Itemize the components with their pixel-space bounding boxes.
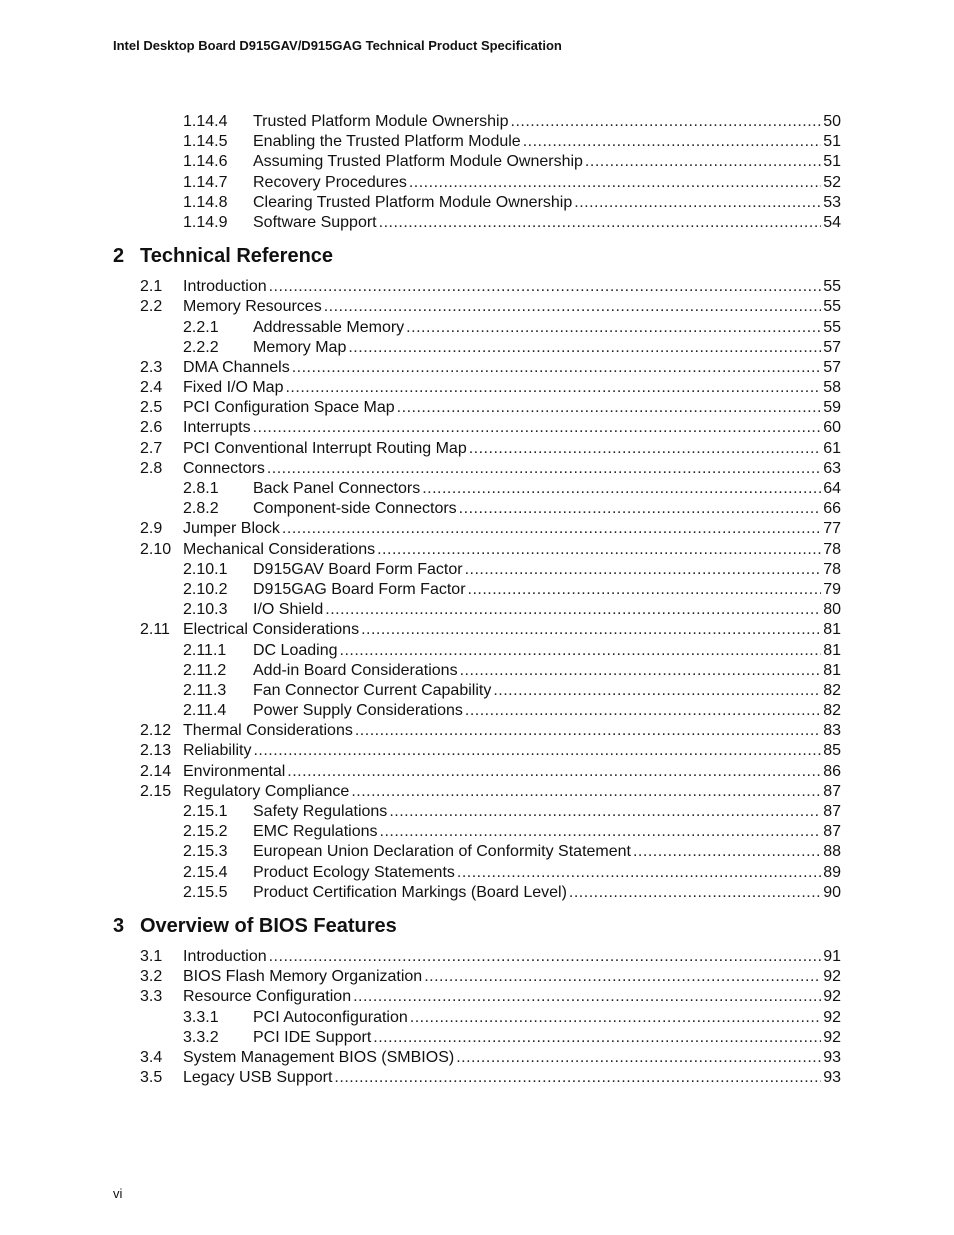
dot-leader	[460, 661, 822, 681]
section-number: 2.11.4	[183, 702, 227, 720]
page-reference: 78	[823, 540, 841, 558]
entry-line	[253, 213, 841, 233]
page-reference: 93	[823, 1069, 841, 1087]
section-title: Connectors	[183, 459, 265, 477]
toc-section-entry[interactable]	[0, 782, 954, 802]
section-number: 3.3.2	[183, 1028, 219, 1046]
section-title: Regulatory Compliance	[183, 782, 350, 800]
section-title: Product Certification Markings (Board Level)	[253, 883, 567, 901]
dot-leader	[253, 741, 821, 761]
dot-leader	[351, 782, 821, 802]
entry-line	[183, 459, 841, 479]
entry-line	[253, 641, 841, 661]
toc-subsection-entry[interactable]	[0, 822, 954, 842]
page-reference: 60	[823, 419, 841, 437]
section-number: 2.15	[140, 782, 172, 800]
section-number: 2.11.1	[183, 641, 227, 659]
toc-subsection-entry[interactable]	[0, 701, 954, 721]
page-reference: 61	[823, 439, 841, 457]
dot-leader	[424, 967, 821, 987]
toc-subsection-entry[interactable]	[0, 112, 954, 132]
page-reference: 91	[823, 947, 841, 965]
page-reference: 80	[823, 601, 841, 619]
toc-subsection-entry[interactable]	[0, 338, 954, 358]
section-title: Fan Connector Current Capability	[253, 681, 492, 699]
dot-leader	[585, 152, 821, 172]
entry-line	[183, 741, 841, 761]
toc-subsection-entry[interactable]	[0, 661, 954, 681]
dot-leader	[469, 439, 821, 459]
entry-line	[183, 358, 841, 378]
section-title: PCI Autoconfiguration	[253, 1008, 408, 1026]
section-number: 3.3.1	[183, 1008, 219, 1026]
toc-section-entry[interactable]	[0, 418, 954, 438]
page-reference: 92	[823, 1028, 841, 1046]
entry-line	[253, 863, 841, 883]
page-reference: 82	[823, 681, 841, 699]
section-number: 2.11.3	[183, 681, 227, 699]
toc-subsection-entry[interactable]	[0, 641, 954, 661]
toc-section-entry[interactable]	[0, 762, 954, 782]
dot-leader	[465, 701, 821, 721]
section-number: 2.10.1	[183, 560, 228, 578]
page-reference: 53	[823, 193, 841, 211]
dot-leader	[493, 681, 821, 701]
toc-subsection-entry[interactable]	[0, 681, 954, 701]
dot-leader	[389, 802, 821, 822]
toc-subsection-entry[interactable]	[0, 842, 954, 862]
section-title: Memory Resources	[183, 298, 322, 316]
section-number: 2.2.1	[183, 318, 219, 336]
page-reference: 92	[823, 968, 841, 986]
section-title: System Management BIOS (SMBIOS)	[183, 1048, 455, 1066]
page-reference: 81	[823, 621, 841, 639]
dot-leader	[324, 297, 822, 317]
entry-line	[253, 152, 841, 172]
entry-line	[253, 600, 841, 620]
section-title: Memory Map	[253, 338, 347, 356]
section-title: DC Loading	[253, 641, 338, 659]
entry-line	[253, 479, 841, 499]
toc-section-entry[interactable]	[0, 1068, 954, 1088]
section-title: Safety Regulations	[253, 803, 388, 820]
section-number: 2.1	[140, 278, 163, 296]
dot-leader	[348, 338, 821, 358]
dot-leader	[465, 560, 822, 580]
page-reference: 52	[823, 173, 841, 191]
section-number: 2.14	[140, 762, 172, 780]
page-reference: 59	[823, 399, 841, 417]
dot-leader	[361, 620, 821, 640]
section-number: 2.8.1	[183, 480, 219, 497]
section-number: 1.14.7	[183, 173, 228, 191]
section-number: 2.8	[140, 459, 163, 477]
dot-leader	[269, 277, 822, 297]
entry-line	[253, 842, 841, 862]
section-title: BIOS Flash Memory Organization	[183, 968, 423, 986]
entry-line	[183, 297, 841, 317]
chapter-number: 3	[113, 914, 125, 937]
entry-line	[183, 418, 841, 438]
toc-section-entry[interactable]	[0, 358, 954, 378]
entry-line	[183, 762, 841, 782]
page-reference: 92	[823, 1008, 841, 1026]
section-title: Reliability	[183, 742, 252, 760]
section-title: Assuming Trusted Platform Module Ownership	[253, 153, 583, 171]
section-title: Legacy USB Support	[183, 1069, 333, 1087]
section-title: D915GAG Board Form Factor	[253, 580, 466, 598]
chapter-number: 2	[113, 245, 125, 268]
section-title: Interrupts	[183, 419, 251, 437]
page-reference: 82	[823, 702, 841, 720]
page-reference: 93	[823, 1048, 841, 1066]
page-reference: 54	[823, 213, 841, 231]
page-reference: 66	[823, 500, 841, 518]
section-number: 3.3	[140, 988, 163, 1006]
section-number: 2.15.5	[183, 883, 228, 901]
section-title: DMA Channels	[183, 358, 290, 376]
page-reference: 87	[823, 803, 841, 820]
entry-line	[253, 701, 841, 721]
section-title: European Union Declaration of Conformity Statement	[253, 843, 631, 861]
section-number: 1.14.8	[183, 193, 228, 211]
section-title: Clearing Trusted Platform Module Ownership	[253, 193, 573, 211]
section-title: Component-side Connectors	[253, 500, 457, 518]
section-number: 1.14.6	[183, 153, 228, 171]
section-title: Power Supply Considerations	[253, 702, 463, 720]
running-header: Intel Desktop Board D915GAV/D915GAG Technical Product Specification	[113, 38, 562, 53]
section-number: 2.4	[140, 379, 163, 397]
dot-leader	[325, 600, 821, 620]
section-number: 3.1	[140, 947, 163, 965]
dot-leader	[459, 499, 822, 519]
section-number: 2.10.3	[183, 601, 228, 619]
page-reference: 81	[823, 661, 841, 679]
section-title: Introduction	[183, 278, 267, 296]
toc-subsection-entry[interactable]	[0, 1008, 954, 1028]
dot-leader	[523, 132, 822, 152]
section-number: 2.12	[140, 722, 172, 740]
toc-section-entry[interactable]	[0, 297, 954, 317]
toc-subsection-entry[interactable]	[0, 173, 954, 193]
dot-leader	[409, 173, 821, 193]
section-number: 1.14.5	[183, 133, 228, 151]
dot-leader	[574, 193, 821, 213]
chapter-heading	[0, 233, 954, 277]
section-number: 2.2.2	[183, 338, 219, 356]
dot-leader	[569, 883, 821, 903]
toc-section-entry[interactable]	[0, 540, 954, 560]
entry-line	[253, 112, 841, 132]
dot-leader	[285, 378, 821, 398]
page-reference: 55	[823, 318, 841, 336]
entry-line	[183, 782, 841, 802]
entry-line	[183, 378, 841, 398]
page-reference: 77	[823, 520, 841, 538]
entry-line	[183, 540, 841, 560]
page-reference: 86	[823, 762, 841, 780]
toc-subsection-entry[interactable]	[0, 802, 954, 822]
dot-leader	[373, 1028, 821, 1048]
entry-line	[253, 338, 841, 358]
entry-line	[183, 987, 841, 1007]
chapter-title: Technical Reference	[140, 245, 334, 268]
page-reference: 78	[823, 560, 841, 578]
page-reference: 63	[823, 459, 841, 477]
toc-subsection-entry[interactable]	[0, 499, 954, 519]
toc-subsection-entry[interactable]	[0, 152, 954, 172]
entry-line	[183, 620, 841, 640]
entry-line	[253, 318, 841, 338]
dot-leader	[282, 519, 821, 539]
dot-leader	[377, 540, 821, 560]
section-title: Enabling the Trusted Platform Module	[253, 133, 521, 151]
dot-leader	[633, 842, 821, 862]
entry-line	[183, 947, 841, 967]
table-of-contents	[0, 112, 954, 1088]
entry-line	[253, 1028, 841, 1048]
dot-leader	[292, 358, 821, 378]
toc-subsection-entry[interactable]	[0, 600, 954, 620]
section-number: 1.14.4	[183, 113, 228, 130]
toc-section-entry[interactable]	[0, 277, 954, 297]
dot-leader	[380, 822, 822, 842]
entry-line	[183, 398, 841, 418]
dot-leader	[468, 580, 822, 600]
section-title: PCI IDE Support	[253, 1028, 372, 1046]
section-number: 2.11	[140, 621, 170, 639]
dot-leader	[355, 721, 821, 741]
toc-subsection-entry[interactable]	[0, 479, 954, 499]
entry-line	[253, 560, 841, 580]
section-number: 2.15.2	[183, 823, 228, 841]
section-number: 1.14.9	[183, 213, 228, 231]
entry-line	[183, 967, 841, 987]
toc-subsection-entry[interactable]	[0, 580, 954, 600]
page-reference: 81	[823, 641, 841, 659]
entry-line	[253, 580, 841, 600]
section-title: PCI Conventional Interrupt Routing Map	[183, 439, 467, 457]
toc-section-entry[interactable]	[0, 947, 954, 967]
section-number: 3.4	[140, 1048, 163, 1066]
entry-line	[253, 173, 841, 193]
section-title: EMC Regulations	[253, 823, 378, 841]
section-title: I/O Shield	[253, 601, 324, 619]
page-reference: 85	[823, 742, 841, 760]
section-number: 2.7	[140, 439, 163, 457]
dot-leader	[353, 987, 821, 1007]
entry-line	[183, 439, 841, 459]
section-title: Recovery Procedures	[253, 173, 407, 191]
section-number: 2.10	[140, 540, 172, 558]
page-reference: 90	[823, 883, 841, 901]
section-title: Mechanical Considerations	[183, 540, 376, 558]
section-title: Thermal Considerations	[183, 722, 353, 740]
chapter-heading	[0, 903, 954, 947]
toc-section-entry[interactable]	[0, 519, 954, 539]
entry-line	[253, 193, 841, 213]
toc-section-entry[interactable]	[0, 1048, 954, 1068]
page-reference: 79	[823, 580, 841, 598]
toc-section-entry[interactable]	[0, 987, 954, 1007]
section-number: 2.6	[140, 419, 163, 437]
section-title: PCI Configuration Space Map	[183, 399, 395, 417]
section-title: Back Panel Connectors	[253, 480, 421, 497]
section-title: Fixed I/O Map	[183, 379, 284, 397]
section-number: 2.3	[140, 358, 163, 376]
section-number: 2.2	[140, 298, 163, 316]
section-number: 2.5	[140, 399, 163, 417]
toc-subsection-entry[interactable]	[0, 193, 954, 213]
entry-line	[253, 499, 841, 519]
section-title: Environmental	[183, 762, 286, 780]
section-number: 2.11.2	[183, 661, 227, 679]
entry-line	[183, 721, 841, 741]
dot-leader	[287, 762, 821, 782]
page-number: vi	[113, 1186, 123, 1201]
section-number: 3.2	[140, 968, 163, 986]
toc-subsection-entry[interactable]	[0, 883, 954, 903]
dot-leader	[456, 1048, 821, 1068]
section-title: Software Support	[253, 213, 377, 231]
toc-section-entry[interactable]	[0, 620, 954, 640]
section-title: Introduction	[183, 947, 267, 965]
toc-subsection-entry[interactable]	[0, 863, 954, 883]
toc-subsection-entry[interactable]	[0, 213, 954, 233]
section-number: 2.15.1	[183, 803, 228, 820]
page-reference: 83	[823, 722, 841, 740]
section-title: Resource Configuration	[183, 988, 352, 1006]
section-title: Jumper Block	[183, 520, 280, 538]
section-number: 2.8.2	[183, 500, 219, 518]
dot-leader	[511, 112, 822, 132]
page-reference: 64	[823, 480, 841, 497]
section-number: 3.5	[140, 1069, 163, 1087]
section-number: 2.15.4	[183, 863, 228, 881]
section-title: D915GAV Board Form Factor	[253, 560, 463, 578]
toc-section-entry[interactable]	[0, 721, 954, 741]
toc-subsection-entry[interactable]	[0, 132, 954, 152]
section-number: 2.9	[140, 520, 163, 538]
page-reference: 57	[823, 338, 841, 356]
entry-line	[183, 1048, 841, 1068]
entry-line	[253, 1008, 841, 1028]
page-reference: 58	[823, 379, 841, 397]
dot-leader	[267, 459, 821, 479]
section-title: Addressable Memory	[253, 318, 405, 336]
dot-leader	[340, 641, 822, 661]
section-title: Electrical Considerations	[183, 621, 360, 639]
toc-section-entry[interactable]	[0, 459, 954, 479]
page-reference: 89	[823, 863, 841, 881]
toc-section-entry[interactable]	[0, 741, 954, 761]
page-reference: 92	[823, 988, 841, 1006]
section-title: Trusted Platform Module Ownership	[253, 113, 509, 130]
section-number: 2.10.2	[183, 580, 228, 598]
toc-section-entry[interactable]	[0, 967, 954, 987]
section-number: 2.15.3	[183, 843, 228, 861]
entry-line	[253, 822, 841, 842]
dot-leader	[410, 1008, 821, 1028]
toc-subsection-entry[interactable]	[0, 560, 954, 580]
dot-leader	[422, 479, 821, 499]
dot-leader	[379, 213, 822, 233]
section-title: Add-in Board Considerations	[253, 661, 458, 679]
entry-line	[253, 661, 841, 681]
dot-leader	[253, 418, 822, 438]
dot-leader	[457, 863, 821, 883]
entry-line	[183, 519, 841, 539]
entry-line	[253, 681, 841, 701]
section-title: Product Ecology Statements	[253, 863, 455, 881]
entry-line	[253, 883, 841, 903]
page-reference: 57	[823, 358, 841, 376]
chapter-title: Overview of BIOS Features	[140, 914, 397, 937]
page-reference: 51	[823, 133, 841, 151]
toc-section-entry[interactable]	[0, 378, 954, 398]
dot-leader	[406, 318, 821, 338]
page-reference: 87	[823, 823, 841, 841]
entry-line	[183, 277, 841, 297]
page-reference: 55	[823, 278, 841, 296]
page-reference: 87	[823, 782, 841, 800]
entry-line	[183, 1068, 841, 1088]
entry-line	[253, 802, 841, 822]
page-reference: 50	[823, 113, 841, 130]
dot-leader	[397, 398, 822, 418]
dot-leader	[269, 947, 822, 967]
page-reference: 55	[823, 298, 841, 316]
section-number: 2.13	[140, 742, 172, 760]
toc-section-entry[interactable]	[0, 439, 954, 459]
toc-section-entry[interactable]	[0, 398, 954, 418]
entry-line	[253, 132, 841, 152]
page-reference: 88	[823, 843, 841, 861]
dot-leader	[334, 1068, 821, 1088]
toc-subsection-entry[interactable]	[0, 318, 954, 338]
toc-subsection-entry[interactable]	[0, 1028, 954, 1048]
page-reference: 51	[823, 153, 841, 171]
